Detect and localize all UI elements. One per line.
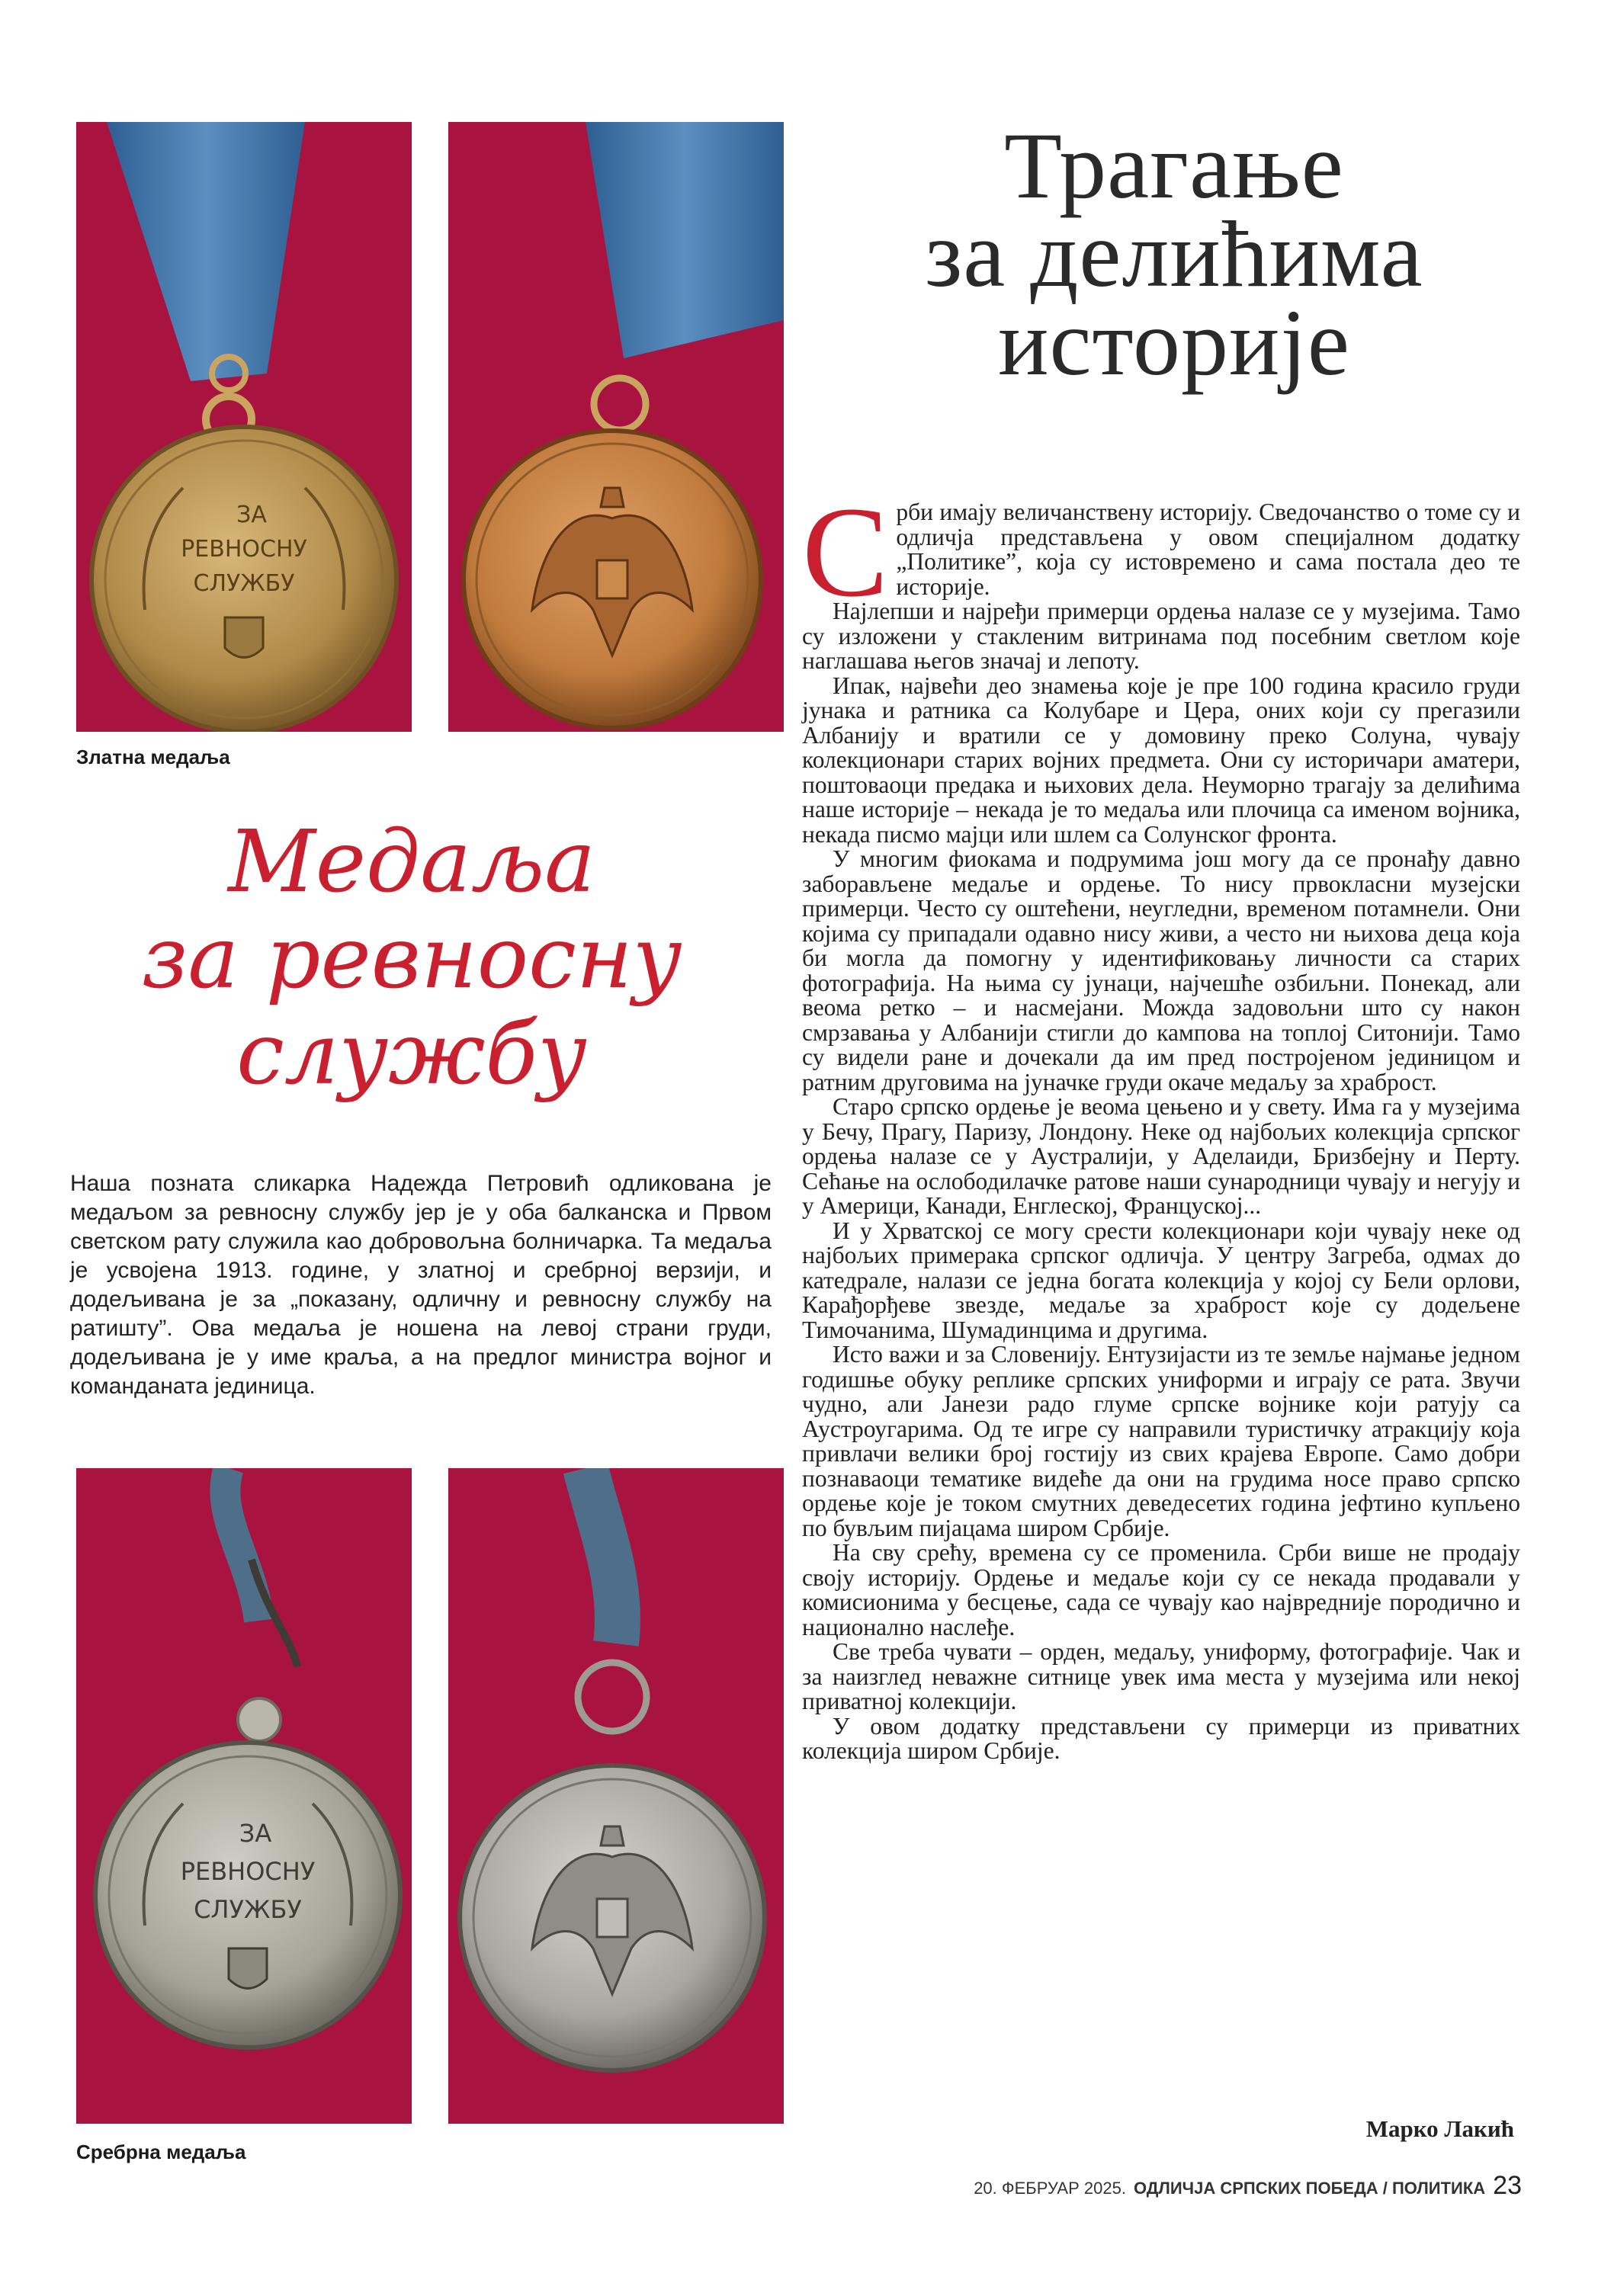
page-footer <box>974 2171 1522 2201</box>
page-number: 23 <box>1493 2171 1522 2200</box>
footer-date: 20. ФЕБРУАР 2025. <box>974 2179 1126 2198</box>
article-paragraph: Исто важи и за Словенију. Ентузијасти из те земље најмање једном годишње обуку реплике српских униформи и играју се рата. Звучи чудно, али Јанези радо глуме српске војнике који ратују са Аустроугарима. Од те игре су направили туристичку атракцију која привлачи велики број гостију из свих крајева Европе. Само добри познаваоци тематике видеће да они на грудима носе право српско ордење које је током смутних деведесетих година јефтино купљено по бувљим пијацама широм Србије. <box>802 1341 1520 1541</box>
gold-medal-line-3: СЛУЖБУ <box>193 570 295 597</box>
main-title-line-3: историје <box>998 290 1350 395</box>
section-title <box>69 814 755 1102</box>
article-paragraph <box>802 480 1520 624</box>
article-paragraph: Старо српско ордење је веома цењено и у свету. Има га у музејима у Бечу, Прагу, Паризу, Лондону. Неке од најбољих колекција српског ордења налазе се у Аустралији, у Аделаиди, Бризбејну и Перту. Сећање на ослободилачке ратове наши сународници чувају и негују и у Америци, Канади, Енглеској, Француској... <box>802 1093 1520 1219</box>
main-title-line-2: за делићима <box>925 202 1423 306</box>
gold-medal-line-1: ЗА <box>236 502 267 528</box>
article-paragraph: У многим фиокама и подрумима још могу да се пронађу давно заборављене медаље и ордење. То нису првокласни музејски примерци. Често су оштећени, неугледни, временом потамнели. Они којима су припадали одавно нису живи, а често ни њихова деца која би могла да помогну у идентификовању личности са старих фотографија. На њима су јунаци, најчешће озбиљни. Понекад, али веома ретко – и насмејани. Можда задовољни што су након смрзавања у Албанији стигли до кампова на топлој Ситонији. Тамо су видели ране и дочекали да им пред постројеном јединицом и ратним друговима на јуначке груди окаче медаљу за храброст. <box>802 845 1520 1095</box>
main-title-line-1: Трагање <box>1004 114 1344 218</box>
article-author: Марко Лакић <box>1365 2115 1514 2142</box>
article-paragraph: На сву срећу, времена су се променила. Срби више не продају своју историју. Ордење и медаље који су се некада продавали у комисионима у бесцење, сада се чувају као највредније породично и национално наслеђе. <box>802 1539 1520 1640</box>
article-paragraph: Ипак, највећи део знамења које је пре 100 година красило груди јунака и ратника са Колубаре и Цера, оних који су прегазили Албанију и вратили се у домовину преко Солуна, чувају колекционари старих војних предмета. Они су историчари аматери, поштоваоци предака и њихових дела. Неуморно трагају за делићима наше историје – некада је то медаља или плочица са именом војника, некада писмо мајци или шлем са Солунског фронта. <box>802 672 1520 848</box>
photo-gold-medal-reverse <box>76 122 412 732</box>
medal-description: Наша позната сликарка Надежда Петровић одликована је медаљом за ревносну службу јер је у оба балканска и Првом светском рату служила као добровољна болничарка. Та медаља је усвојена 1913. године, у златној и сребрној верзији, и додељивана је за „показану, одличну и ревносну службу на ратишту”. Ова медаља је ношена на левој страни груди, додељивана је у име краља, а на предлог министра војног и команданата јединица. <box>70 1171 772 1399</box>
footer-publication: ОДЛИЧЈА СРПСКИХ ПОБЕДА / ПОЛИТИКА <box>1133 2179 1486 2198</box>
silver-medal-line-3: СЛУЖБУ <box>194 1895 302 1924</box>
article-paragraph: И у Хрватској се могу срести колекционари који чувају неке од најбољих примерака српског одличја. У центру Загреба, одмах до катедрале, налази се једна богата колекција у којој су Бели орлови, Карађорђеве звезде, медаље за храброст које су додељене Тимочанима, Шумадинцима и другима. <box>802 1217 1520 1343</box>
photo-silver-medal-reverse <box>76 1468 412 2124</box>
silver-medal-line-1: ЗА <box>239 1819 272 1848</box>
caption-gold-medal: Златна медаља <box>76 746 230 768</box>
article-lead-text: рби имају величанствену историју. Сведочанство о томе су и одличја представљена у овом специјалном додатку „Политике”, која су истовремено и сама постала део те историје. <box>896 499 1520 600</box>
section-title-line-1: Медаља <box>228 813 595 912</box>
section-title-line-3: службу <box>236 1005 587 1104</box>
main-title <box>831 114 1517 395</box>
article-paragraph: Најлепши и најређи примерци ордења налазе се у музејима. Тамо су изложени у стакленим витринама под посебним светлом које наглашава његов значај и лепоту. <box>802 598 1520 674</box>
caption-silver-medal: Сребрна медаља <box>76 2140 246 2163</box>
article-paragraph: Све треба чувати – орден, медаљу, униформу, фотографије. Чак и за наизглед неважне ситнице увек има места у музејима или некој приватној колекцији. <box>802 1638 1520 1714</box>
article-body <box>802 480 1520 1764</box>
shield-icon <box>229 1948 267 1989</box>
gold-medal-line-2: РЕВНОСНУ <box>181 536 307 563</box>
section-title-line-2: за ревносну <box>141 909 682 1008</box>
silver-medal-line-2: РЕВНОСНУ <box>180 1857 316 1886</box>
shield-icon <box>225 617 263 658</box>
drop-cap: С <box>802 480 889 624</box>
photo-silver-medal-obverse <box>448 1468 784 2124</box>
photo-gold-medal-obverse <box>448 122 784 732</box>
article-paragraph: У овом додатку представљени су примерци из приватних колекција широм Србије. <box>802 1712 1520 1764</box>
